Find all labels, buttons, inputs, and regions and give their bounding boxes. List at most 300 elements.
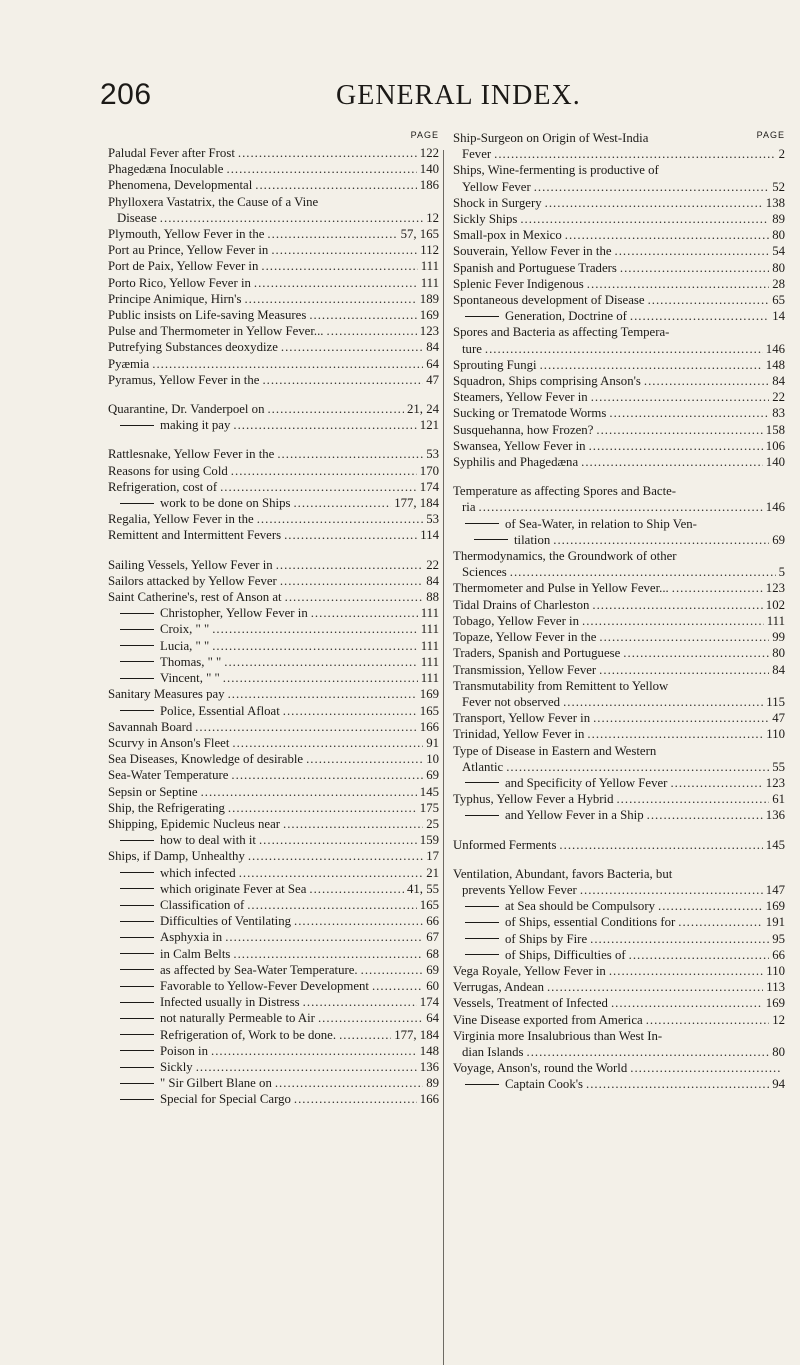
index-entry xyxy=(108,800,439,816)
entry-text: Sailors attacked by Yellow Fever xyxy=(108,573,277,588)
entry-page: 2 xyxy=(778,147,785,162)
entry-page: 106 xyxy=(765,438,785,453)
entry-page: 111 xyxy=(420,671,439,686)
entry-page: 25 xyxy=(426,816,439,831)
entry-text: of Ships, Difficulties of xyxy=(453,947,626,963)
leader-dots xyxy=(527,1044,770,1060)
index-subentry xyxy=(453,775,785,791)
entry-page: 111 xyxy=(420,622,439,637)
index-subentry xyxy=(453,914,785,930)
entry-text: Police, Essential Afloat xyxy=(108,703,280,719)
index-subentry xyxy=(108,881,439,897)
entry-text: Sprouting Fungi xyxy=(453,357,537,372)
entry-text: Public insists on Life-saving Measures xyxy=(108,308,307,323)
entry-text: of Sea-Water, in relation to Ship Ven- xyxy=(453,516,785,532)
leader-dots xyxy=(609,405,769,421)
entry-text: Ship, the Refrigerating xyxy=(108,800,225,815)
leader-dots xyxy=(553,532,769,548)
entry-text-cont: Disease xyxy=(117,210,157,225)
entry-text: Ships, if Damp, Unhealthy xyxy=(108,849,245,864)
entry-text: Scurvy in Anson's Fleet xyxy=(108,735,230,750)
entry-text: Souverain, Yellow Fever in the xyxy=(453,244,612,259)
leader-dots xyxy=(233,946,423,962)
entry-text: Pyæmia xyxy=(108,356,150,371)
leader-dots xyxy=(596,422,762,438)
leader-dots xyxy=(547,979,763,995)
index-entry xyxy=(453,1028,785,1060)
index-entry xyxy=(108,226,439,242)
index-entry xyxy=(453,516,785,548)
entry-text: Rattlesnake, Yellow Fever in the xyxy=(108,447,275,462)
leader-dots xyxy=(545,195,763,211)
leader-dots xyxy=(630,1060,782,1076)
index-subentry xyxy=(108,605,439,621)
leader-dots xyxy=(259,832,417,848)
entry-page: 169 xyxy=(765,996,785,1011)
entry-page: 67 xyxy=(426,930,439,945)
entry-text: of Ships by Fire xyxy=(453,931,587,947)
entry-page: 22 xyxy=(772,390,785,405)
leader-dots xyxy=(276,557,423,573)
entry-page: 177, 184 xyxy=(394,1027,439,1042)
index-entry xyxy=(453,580,785,596)
leader-dots xyxy=(644,373,769,389)
index-subentry xyxy=(453,947,785,963)
leader-dots xyxy=(565,227,769,243)
index-subentry xyxy=(108,621,439,637)
entry-page: 17 xyxy=(426,849,439,864)
leader-dots xyxy=(506,759,769,775)
index-entry xyxy=(453,211,785,227)
entry-continuation xyxy=(453,882,785,898)
index-subentry xyxy=(108,1027,439,1043)
entry-page: 123 xyxy=(765,775,785,790)
entry-page: 57, 165 xyxy=(400,227,439,242)
entry-page: 111 xyxy=(420,638,439,653)
index-entry xyxy=(453,1060,785,1076)
index-subentry xyxy=(108,417,439,433)
entry-page: 145 xyxy=(419,784,439,799)
entry-text: Pulse and Thermometer in Yellow Fever... xyxy=(108,324,324,339)
entry-page: 177, 184 xyxy=(394,496,439,511)
entry-text-cont: prevents Yellow Fever xyxy=(462,882,577,897)
index-entry xyxy=(108,372,439,388)
entry-text: Thomas, " " xyxy=(108,654,221,670)
entry-page: 69 xyxy=(772,532,785,547)
leader-dots xyxy=(224,654,417,670)
entry-text: Unformed Ferments xyxy=(453,837,557,852)
entry-page: 174 xyxy=(419,479,439,494)
entry-page: 54 xyxy=(772,244,785,259)
index-subentry xyxy=(108,832,439,848)
entry-continuation xyxy=(453,759,785,775)
entry-page: 113 xyxy=(766,980,785,995)
entry-page: 165 xyxy=(419,897,439,912)
index-entry xyxy=(453,1012,785,1028)
entry-page: 52 xyxy=(772,179,785,194)
leader-dots xyxy=(195,719,417,735)
index-entry xyxy=(108,323,439,339)
entry-page: 111 xyxy=(766,613,785,628)
leader-dots xyxy=(589,438,763,454)
index-entry xyxy=(108,356,439,372)
entry-page: 80 xyxy=(772,646,785,661)
leader-dots xyxy=(593,710,769,726)
leader-dots xyxy=(540,357,763,373)
entry-text: Remittent and Intermittent Fevers xyxy=(108,528,282,543)
leader-dots xyxy=(212,638,418,654)
index-subentry xyxy=(108,865,439,881)
entry-text-cont: Yellow Fever xyxy=(462,179,531,194)
entry-continuation xyxy=(453,694,785,710)
entry-text: Shipping, Epidemic Nucleus near xyxy=(108,816,281,831)
index-entry xyxy=(108,686,439,702)
index-subentry xyxy=(108,929,439,945)
index-entry xyxy=(453,613,785,629)
entry-page: 115 xyxy=(766,694,785,709)
leader-dots xyxy=(616,791,769,807)
entry-page: 158 xyxy=(765,422,785,437)
index-subentry xyxy=(108,946,439,962)
entry-text: how to deal with it xyxy=(108,832,256,848)
entry-text: Infected usually in Distress xyxy=(108,994,300,1010)
entry-page: 53 xyxy=(426,447,439,462)
leader-dots xyxy=(620,260,769,276)
leader-dots xyxy=(280,573,423,589)
index-subentry xyxy=(108,495,439,511)
entry-page: 61 xyxy=(772,792,785,807)
entry-page: 21 xyxy=(426,865,439,880)
index-subentry xyxy=(108,1010,439,1026)
entry-text: Porto Rico, Yellow Fever in xyxy=(108,275,251,290)
entry-page: 84 xyxy=(772,662,785,677)
leader-dots xyxy=(267,401,404,417)
index-entry xyxy=(453,678,785,710)
leader-dots xyxy=(592,597,762,613)
entry-page: 41, 55 xyxy=(407,881,439,896)
index-entry xyxy=(453,597,785,613)
index-entry xyxy=(108,589,439,605)
entry-page: 138 xyxy=(765,195,785,210)
entry-text: Susquehanna, how Frozen? xyxy=(453,422,594,437)
index-entry xyxy=(453,791,785,807)
entry-text-cont: dian Islands xyxy=(462,1044,524,1059)
leader-dots xyxy=(261,258,417,274)
entry-text: Thermodynamics, the Groundwork of other xyxy=(453,549,677,564)
leader-dots xyxy=(580,882,763,898)
entry-continuation xyxy=(453,179,785,195)
entry-page: 114 xyxy=(420,528,439,543)
entry-page: 66 xyxy=(426,914,439,929)
entry-page: 146 xyxy=(765,341,785,356)
entry-page: 99 xyxy=(772,630,785,645)
entry-page: 111 xyxy=(420,606,439,621)
leader-dots xyxy=(586,1076,769,1092)
entry-text: Vine Disease exported from America xyxy=(453,1012,643,1027)
section-gap xyxy=(108,433,439,446)
entry-page: 174 xyxy=(419,995,439,1010)
leader-dots xyxy=(238,145,417,161)
entry-page: 89 xyxy=(772,212,785,227)
leader-dots xyxy=(303,994,417,1010)
entry-text: Poison in xyxy=(108,1043,208,1059)
entry-text: at Sea should be Compulsory xyxy=(453,898,655,914)
entry-text: Thermometer and Pulse in Yellow Fever... xyxy=(453,581,669,596)
index-entry xyxy=(108,275,439,291)
entry-text: Sanitary Measures pay xyxy=(108,687,225,702)
entry-text: Transmutability from Remittent to Yellow xyxy=(453,678,669,693)
leader-dots xyxy=(563,694,763,710)
entry-text: Savannah Board xyxy=(108,719,193,734)
index-subentry xyxy=(108,994,439,1010)
entry-page: 136 xyxy=(419,1059,439,1074)
index-entry xyxy=(108,767,439,783)
index-subentry xyxy=(108,1043,439,1059)
index-entry xyxy=(453,645,785,661)
index-entry xyxy=(453,195,785,211)
entry-continuation xyxy=(453,532,785,548)
entry-text: Refrigeration of, Work to be done. xyxy=(108,1027,336,1043)
entry-page: 145 xyxy=(765,837,785,852)
entry-text: Verrugas, Andean xyxy=(453,980,544,995)
entry-text-cont: Atlantic xyxy=(462,759,504,774)
entry-page: 83 xyxy=(772,406,785,421)
entry-text: Classification of xyxy=(108,897,244,913)
entry-text: work to be done on Ships xyxy=(108,495,290,511)
entry-page: 66 xyxy=(772,947,785,962)
index-entry xyxy=(453,405,785,421)
index-subentry xyxy=(108,638,439,654)
leader-dots xyxy=(615,243,770,259)
entry-page: 80 xyxy=(772,228,785,243)
leader-dots xyxy=(309,881,404,897)
index-entry xyxy=(108,258,439,274)
entry-text: Squadron, Ships comprising Anson's xyxy=(453,374,641,389)
entry-page: 147 xyxy=(765,882,785,897)
entry-text: Traders, Spanish and Portuguese xyxy=(453,646,621,661)
entry-page: 111 xyxy=(420,654,439,669)
entry-text: " Sir Gilbert Blane on xyxy=(108,1075,272,1091)
index-entry xyxy=(108,511,439,527)
leader-dots xyxy=(630,308,769,324)
entry-text: Vincent, " " xyxy=(108,670,220,686)
entry-text: Transmission, Yellow Fever xyxy=(453,662,597,677)
entry-page: 110 xyxy=(766,727,785,742)
entry-page: 122 xyxy=(419,146,439,160)
entry-text-cont: Sciences xyxy=(462,565,507,580)
entry-text: Type of Disease in Eastern and Western xyxy=(453,743,657,758)
entry-text: Pyramus, Yellow Fever in the xyxy=(108,372,260,387)
entry-page: 22 xyxy=(426,557,439,572)
entry-text: Plymouth, Yellow Fever in the xyxy=(108,227,265,242)
index-entry xyxy=(108,194,439,226)
leader-dots xyxy=(582,613,764,629)
entry-text: Reasons for using Cold xyxy=(108,463,228,478)
entry-text: not naturally Permeable to Air xyxy=(108,1010,315,1026)
index-entry xyxy=(453,292,785,308)
leader-dots xyxy=(228,800,417,816)
index-entry xyxy=(453,963,785,979)
index-entry xyxy=(108,784,439,800)
entry-text: Phagedæna Inoculable xyxy=(108,162,224,177)
entry-page: 80 xyxy=(772,260,785,275)
entry-page: 47 xyxy=(426,372,439,387)
index-column-left xyxy=(108,130,439,1108)
entry-page: 89 xyxy=(426,1076,439,1091)
entry-page: 169 xyxy=(419,308,439,323)
index-entry xyxy=(453,357,785,373)
entry-page: 148 xyxy=(765,357,785,372)
index-entry xyxy=(108,719,439,735)
index-subentry xyxy=(108,1075,439,1091)
leader-dots xyxy=(678,914,763,930)
entry-text-cont: Fever not observed xyxy=(462,694,561,709)
index-subentry xyxy=(453,931,785,947)
entry-text: of Ships, essential Conditions for xyxy=(453,914,675,930)
index-entry xyxy=(108,291,439,307)
entries-right xyxy=(453,130,785,1093)
leader-dots xyxy=(587,276,769,292)
entry-page: 166 xyxy=(419,719,439,734)
page-header xyxy=(0,0,800,111)
index-entry xyxy=(453,629,785,645)
index-subentry xyxy=(108,703,439,719)
entry-text: Spanish and Portuguese Traders xyxy=(453,260,617,275)
index-entry xyxy=(453,837,785,853)
leader-dots xyxy=(225,929,423,945)
entry-text: Small-pox in Mexico xyxy=(453,228,562,243)
entry-page: 111 xyxy=(420,275,439,290)
leader-dots xyxy=(271,242,417,258)
entry-text: Spontaneous development of Disease xyxy=(453,293,645,308)
leader-dots xyxy=(327,323,417,339)
entry-page: 94 xyxy=(772,1077,785,1092)
entry-text: Transport, Yellow Fever in xyxy=(453,711,591,726)
entry-page: 175 xyxy=(419,800,439,815)
entry-text: Captain Cook's xyxy=(453,1076,583,1092)
index-entry xyxy=(453,454,785,470)
entries-left xyxy=(108,145,439,1108)
index-entry xyxy=(453,373,785,389)
leader-dots xyxy=(262,372,423,388)
leader-dots xyxy=(510,564,776,580)
entry-text: Paludal Fever after Frost xyxy=(108,146,235,160)
leader-dots xyxy=(599,662,769,678)
index-subentry xyxy=(108,962,439,978)
entry-page: 146 xyxy=(765,500,785,515)
entry-text: Splenic Fever Indigenous xyxy=(453,276,584,291)
entry-page: 55 xyxy=(772,759,785,774)
section-gap xyxy=(453,470,785,483)
entry-text: Asphyxia in xyxy=(108,929,222,945)
entry-text: Ships, Wine-fermenting is productive of xyxy=(453,163,659,178)
entry-page: 84 xyxy=(426,340,439,355)
entry-page: 110 xyxy=(766,963,785,978)
entry-page: 21, 24 xyxy=(407,402,439,417)
entry-page: 140 xyxy=(419,162,439,177)
leader-dots xyxy=(283,816,423,832)
page-column-label: PAGE xyxy=(756,130,785,140)
leader-dots xyxy=(590,931,769,947)
entry-page: 123 xyxy=(419,324,439,339)
entry-text: and Specificity of Yellow Fever xyxy=(453,775,667,791)
leader-dots xyxy=(648,292,770,308)
entry-page: 53 xyxy=(426,512,439,527)
index-entry xyxy=(453,979,785,995)
entry-text: Sickly Ships xyxy=(453,212,518,227)
leader-dots xyxy=(152,356,423,372)
entry-text: Tobago, Yellow Fever in xyxy=(453,613,579,628)
entry-page: 186 xyxy=(419,178,439,193)
entry-page: 84 xyxy=(426,573,439,588)
entry-text: Port de Paix, Yellow Fever in xyxy=(108,259,259,274)
entry-page: 111 xyxy=(420,259,439,274)
index-entry xyxy=(453,324,785,356)
page-number: 206 xyxy=(100,78,152,111)
entry-text: Ventilation, Abundant, favors Bacteria, but xyxy=(453,866,673,881)
section-gap xyxy=(453,853,785,866)
leader-dots xyxy=(285,589,424,605)
index-entry xyxy=(108,446,439,462)
entry-text: Generation, Doctrine of xyxy=(453,308,627,324)
index-entry xyxy=(453,662,785,678)
entry-text: in Calm Belts xyxy=(108,946,230,962)
leader-dots xyxy=(201,784,417,800)
index-entry xyxy=(453,866,785,898)
entry-text: Saint Catherine's, rest of Anson at xyxy=(108,590,282,605)
index-subentry xyxy=(108,913,439,929)
entry-text: Christopher, Yellow Fever in xyxy=(108,605,308,621)
index-entry xyxy=(453,548,785,580)
entry-text: Regalia, Yellow Fever in the xyxy=(108,512,254,527)
entry-text: which originate Fever at Sea xyxy=(108,881,306,897)
index-subentry xyxy=(453,308,785,324)
column-divider xyxy=(443,150,444,1365)
index-subentry xyxy=(108,978,439,994)
leader-dots xyxy=(494,146,775,162)
entry-text: Topaze, Yellow Fever in the xyxy=(453,630,597,645)
index-entry xyxy=(453,743,785,775)
entry-page: 166 xyxy=(419,1092,439,1107)
index-entry xyxy=(453,422,785,438)
index-subentry xyxy=(453,807,785,823)
leader-dots xyxy=(211,1043,417,1059)
index-entry xyxy=(453,260,785,276)
leader-dots xyxy=(239,865,424,881)
leader-dots xyxy=(609,963,763,979)
leader-dots xyxy=(231,767,423,783)
index-entry xyxy=(108,735,439,751)
entry-page: 69 xyxy=(426,768,439,783)
leader-dots xyxy=(247,897,417,913)
entry-page: 80 xyxy=(772,1044,785,1059)
entry-page: 112 xyxy=(420,243,439,258)
leader-dots xyxy=(623,645,769,661)
entry-text-cont: Fever xyxy=(462,147,492,162)
entry-continuation xyxy=(453,564,785,580)
index-entry xyxy=(108,751,439,767)
leader-dots xyxy=(479,499,763,515)
entry-text: Syphilis and Phagedæna xyxy=(453,455,579,470)
entry-page: 64 xyxy=(426,1011,439,1026)
index-entry xyxy=(453,995,785,1011)
leader-dots xyxy=(232,735,423,751)
index-entry xyxy=(453,162,785,194)
entry-page: 170 xyxy=(419,463,439,478)
entry-page: 84 xyxy=(772,374,785,389)
entry-text: Tidal Drains of Charleston xyxy=(453,597,590,612)
leader-dots xyxy=(339,1027,391,1043)
